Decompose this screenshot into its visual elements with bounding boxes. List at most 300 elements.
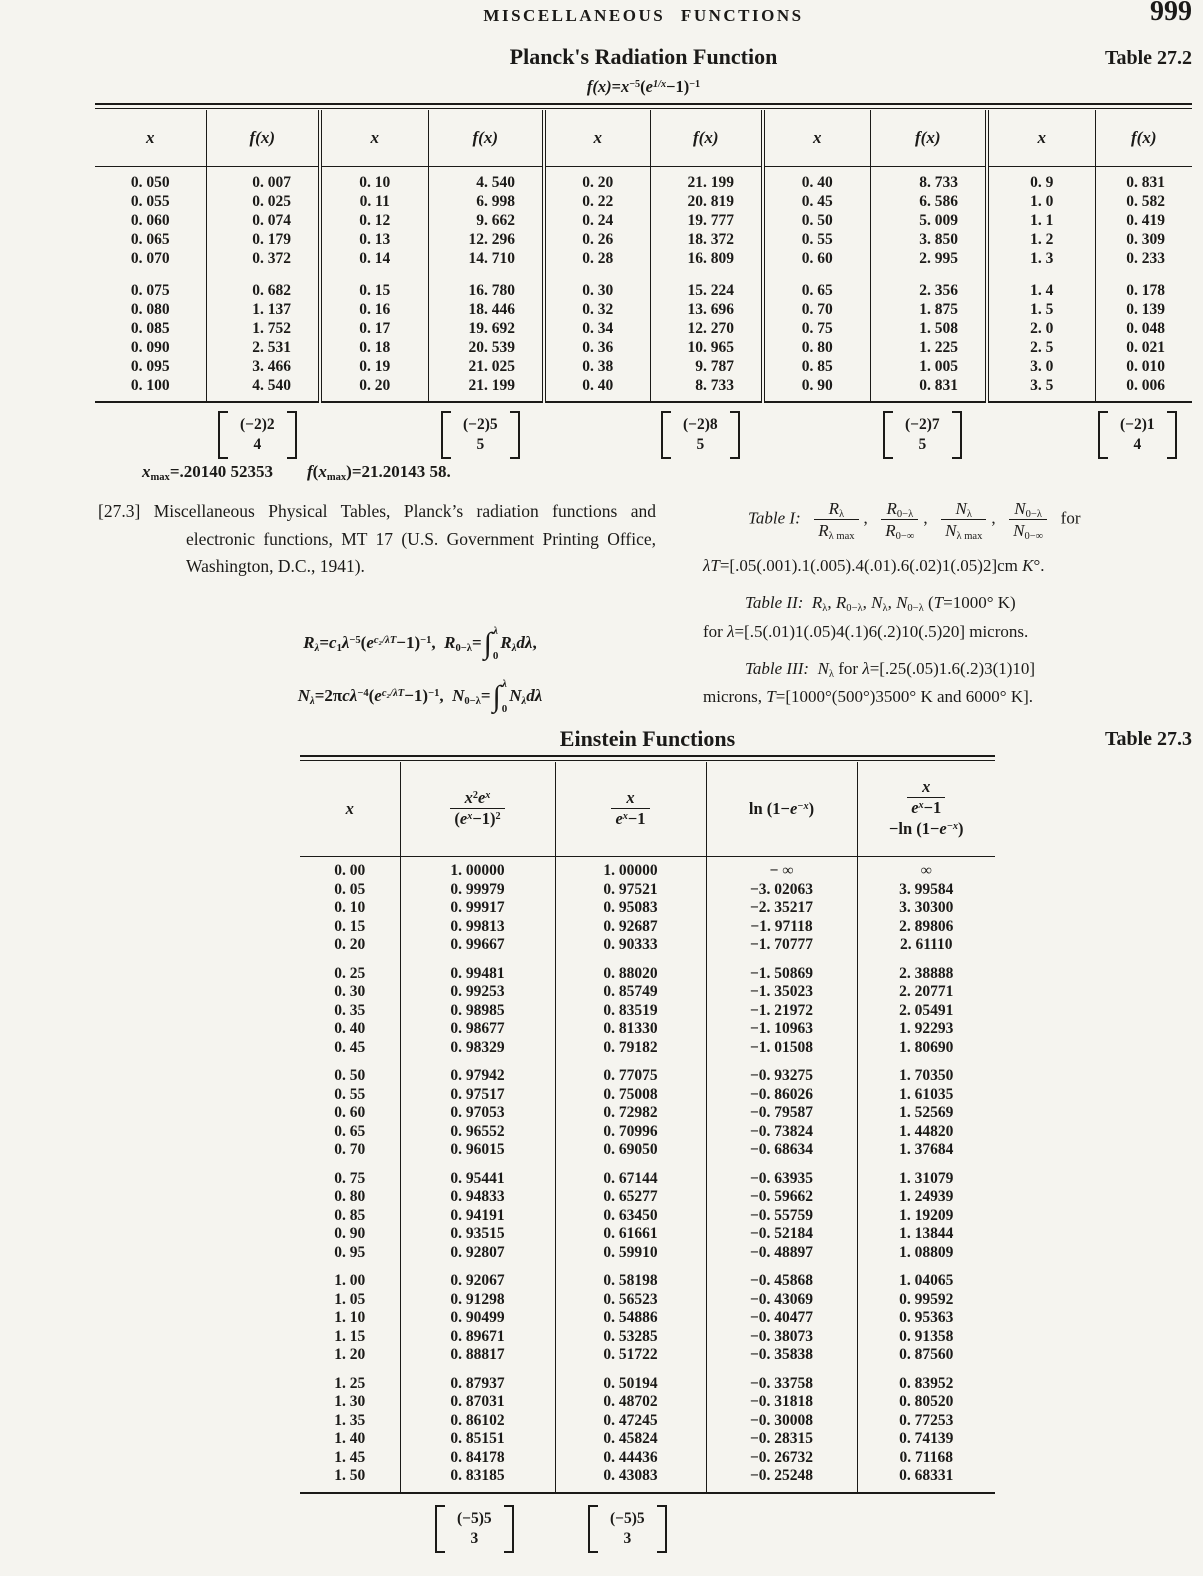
spacer-cell bbox=[706, 955, 857, 965]
cell-x: 0. 10 bbox=[320, 167, 428, 193]
cell-value: −1. 21972 bbox=[706, 1002, 857, 1021]
error-estimate-bracket bbox=[1098, 411, 1177, 459]
cell-value: 0. 00 bbox=[300, 857, 400, 881]
einstein-table-top-rule bbox=[300, 755, 995, 761]
cell-value: −0. 93275 bbox=[706, 1067, 857, 1086]
planck-table-label: Table 27.2 bbox=[1104, 47, 1192, 69]
cell-value: −0. 73824 bbox=[706, 1123, 857, 1142]
cell-value: 0. 79182 bbox=[555, 1039, 706, 1058]
page-number: 999 bbox=[1150, 0, 1192, 27]
cell-value: 0. 87560 bbox=[899, 1346, 954, 1363]
cell-value: −0. 43069 bbox=[706, 1291, 857, 1310]
cell-value: 0. 91298 bbox=[400, 1291, 555, 1310]
cell-fx: 10. 965 bbox=[650, 338, 763, 357]
cell-fx: 0. 006 bbox=[1126, 377, 1165, 394]
error-digits: 5 bbox=[918, 436, 927, 454]
cell-value: 0. 72982 bbox=[555, 1104, 706, 1123]
cell-value: 0. 75 bbox=[300, 1170, 400, 1189]
planck-table-row bbox=[95, 319, 1192, 338]
cell-x: 0. 100 bbox=[95, 376, 206, 402]
cell-value: −1. 35023 bbox=[706, 983, 857, 1002]
cell-fx: 20. 539 bbox=[428, 338, 544, 357]
cell-value: 0. 85151 bbox=[400, 1430, 555, 1449]
cell-value: 0. 68331 bbox=[899, 1467, 954, 1484]
cell-value: 1. 04065 bbox=[899, 1272, 954, 1289]
cell-x: 0. 32 bbox=[544, 300, 650, 319]
cell-value: −0. 38073 bbox=[706, 1328, 857, 1347]
cell-value: 0. 90333 bbox=[555, 936, 706, 955]
column-header-fx: f(x) bbox=[428, 110, 544, 167]
cell-value: 0. 88817 bbox=[400, 1346, 555, 1365]
planck-table-row bbox=[95, 167, 1192, 193]
spacer-cell bbox=[857, 955, 995, 965]
cell-value: −0. 30008 bbox=[706, 1412, 857, 1431]
cell-x: 0. 9 bbox=[987, 167, 1095, 193]
cell-fx: 19. 777 bbox=[650, 211, 763, 230]
einstein-table-row bbox=[300, 1002, 995, 1021]
cell-fx: 15. 224 bbox=[650, 281, 763, 300]
cell-value: 0. 55 bbox=[300, 1086, 400, 1105]
cell-fx: 16. 780 bbox=[428, 281, 544, 300]
column-header-x: x bbox=[95, 110, 206, 167]
einstein-table-row bbox=[300, 1412, 995, 1431]
cell-value: −0. 33758 bbox=[706, 1375, 857, 1394]
spacer-cell bbox=[95, 268, 206, 281]
column-header-combined: $\frac{x}{e^x-1}$ −ln $(1-e^{-x})$ bbox=[857, 762, 995, 857]
column-header-fx: f(x) bbox=[650, 110, 763, 167]
cell-value: 1. 00000 bbox=[400, 857, 555, 881]
cell-value: 0. 83952 bbox=[899, 1374, 954, 1392]
cell-x: 0. 075 bbox=[95, 281, 206, 300]
note-table-2-line-1: Table II: $R_\lambda$, $R_{0-\lambda}$, $N_\lambda$, $N_{0-\lambda}$ (T=1000° K) bbox=[745, 593, 1016, 615]
cell-value: −0. 59662 bbox=[706, 1188, 857, 1207]
group-spacer-row bbox=[300, 1365, 995, 1375]
note-table-3-line-1: Table III: $N_\lambda$ for λ=[.25(.05)1.6(.2)3(1)10] bbox=[745, 659, 1036, 681]
einstein-table-row bbox=[300, 1170, 995, 1189]
cell-x: 0. 070 bbox=[95, 249, 206, 268]
cell-value: 0. 95 bbox=[300, 1244, 400, 1263]
group-spacer-row bbox=[300, 955, 995, 965]
column-header-x-over-ex-1: $\frac{x}{e^x-1}$ bbox=[555, 762, 706, 857]
einstein-table-row bbox=[300, 1141, 995, 1160]
cell-x: 0. 080 bbox=[95, 300, 206, 319]
cell-fx: 3. 466 bbox=[206, 357, 320, 376]
cell-value: 1. 25 bbox=[300, 1375, 400, 1394]
spacer-cell bbox=[400, 1262, 555, 1272]
cell-fx: 3. 850 bbox=[870, 230, 987, 249]
planck-table-top-rule bbox=[95, 103, 1192, 109]
cell-value: 1. 61035 bbox=[899, 1085, 954, 1103]
cell-value: 1. 10 bbox=[300, 1309, 400, 1328]
cell-value: 0. 85749 bbox=[555, 983, 706, 1002]
cell-value: 1. 30 bbox=[300, 1393, 400, 1412]
cell-x: 0. 65 bbox=[763, 281, 870, 300]
einstein-table-row bbox=[300, 1244, 995, 1263]
cell-value: 1. 45 bbox=[300, 1449, 400, 1468]
cell-value: 0. 99667 bbox=[400, 936, 555, 955]
cell-fx: 12. 270 bbox=[650, 319, 763, 338]
cell-fx: 0. 025 bbox=[206, 192, 320, 211]
cell-value: 1. 92293 bbox=[899, 1020, 954, 1037]
cell-value: −0. 79587 bbox=[706, 1104, 857, 1123]
cell-x: 1. 3 bbox=[987, 249, 1095, 268]
right-bracket bbox=[657, 1505, 667, 1553]
cell-value: 0. 97053 bbox=[400, 1104, 555, 1123]
cell-value: 0. 35 bbox=[300, 1002, 400, 1021]
cell-value: −3. 02063 bbox=[706, 881, 857, 900]
cell-x: 0. 50 bbox=[763, 211, 870, 230]
cell-value: 0. 95083 bbox=[555, 899, 706, 918]
column-header-x: x bbox=[320, 110, 428, 167]
spacer-cell bbox=[300, 1365, 400, 1375]
cell-x: 0. 45 bbox=[763, 192, 870, 211]
cell-value: 0. 63450 bbox=[555, 1207, 706, 1226]
left-bracket bbox=[435, 1505, 445, 1553]
planck-table-row bbox=[95, 249, 1192, 268]
cell-value: 1. 80690 bbox=[899, 1038, 954, 1056]
planck-table-row bbox=[95, 211, 1192, 230]
cell-fx: 0. 178 bbox=[1126, 282, 1165, 299]
cell-value: 0. 61661 bbox=[555, 1225, 706, 1244]
cell-x: 0. 090 bbox=[95, 338, 206, 357]
spacer-cell bbox=[555, 1365, 706, 1375]
cell-value: 0. 59910 bbox=[555, 1244, 706, 1263]
cell-fx: 0. 139 bbox=[1126, 301, 1165, 318]
cell-x: 0. 60 bbox=[763, 249, 870, 268]
cell-value: 0. 98985 bbox=[400, 1002, 555, 1021]
cell-x: 0. 19 bbox=[320, 357, 428, 376]
cell-fx: 1. 225 bbox=[870, 338, 987, 357]
cell-value: 0. 94191 bbox=[400, 1207, 555, 1226]
radiation-formula-N: $N_\lambda=2\pi c\lambda^{-4}(e^{c_2/\lambda T}-1)^{-1}$, $N_{0-\lambda}=$ ∫ λ 0 $N_\lambda d\lambda$ bbox=[297, 678, 543, 715]
cell-x: 0. 065 bbox=[95, 230, 206, 249]
cell-x: 0. 28 bbox=[544, 249, 650, 268]
spacer-cell bbox=[857, 1057, 995, 1067]
error-digits: 4 bbox=[1133, 436, 1142, 454]
cell-x: 0. 90 bbox=[763, 376, 870, 402]
cell-x: 0. 75 bbox=[763, 319, 870, 338]
cell-value: 0. 65 bbox=[300, 1123, 400, 1142]
spacer-cell bbox=[857, 1365, 995, 1375]
cell-fx: 16. 809 bbox=[650, 249, 763, 268]
spacer-cell bbox=[206, 268, 320, 281]
cell-value: 0. 91358 bbox=[899, 1327, 954, 1345]
einstein-table-row bbox=[300, 1225, 995, 1244]
einstein-table-row bbox=[300, 1067, 995, 1086]
cell-value: 0. 84178 bbox=[400, 1449, 555, 1468]
cell-fx: 0. 831 bbox=[1126, 174, 1165, 191]
planck-header-row bbox=[95, 110, 1192, 167]
cell-value: 0. 70 bbox=[300, 1141, 400, 1160]
right-bracket bbox=[952, 411, 962, 459]
error-magnitude: (−5)5 bbox=[457, 1510, 492, 1527]
cell-value: −1. 50869 bbox=[706, 965, 857, 984]
cell-fx: 4. 540 bbox=[206, 376, 320, 402]
cell-value: 0. 48702 bbox=[555, 1393, 706, 1412]
cell-value: 0. 92807 bbox=[400, 1244, 555, 1263]
cell-fx: 2. 531 bbox=[206, 338, 320, 357]
error-magnitude: (−2)2 bbox=[240, 416, 275, 433]
cell-value: 0. 92687 bbox=[555, 918, 706, 937]
cell-x: 0. 85 bbox=[763, 357, 870, 376]
cell-value: 0. 50 bbox=[300, 1067, 400, 1086]
cell-x: 3. 0 bbox=[987, 357, 1095, 376]
einstein-table-row bbox=[300, 1272, 995, 1291]
cell-x: 0. 34 bbox=[544, 319, 650, 338]
cell-value: 0. 71168 bbox=[899, 1448, 953, 1466]
cell-value: 0. 70996 bbox=[555, 1123, 706, 1142]
cell-value: 0. 99917 bbox=[400, 899, 555, 918]
cell-x: 0. 22 bbox=[544, 192, 650, 211]
cell-value: 0. 77075 bbox=[555, 1067, 706, 1086]
cell-value: 0. 15 bbox=[300, 918, 400, 937]
cell-x: 2. 5 bbox=[987, 338, 1095, 357]
spacer-cell bbox=[300, 1262, 400, 1272]
cell-value: −0. 86026 bbox=[706, 1086, 857, 1105]
cell-x: 0. 40 bbox=[544, 376, 650, 402]
column-header-x: x bbox=[987, 110, 1095, 167]
cell-fx: 0. 682 bbox=[206, 281, 320, 300]
spacer-cell bbox=[706, 1262, 857, 1272]
cell-x: 1. 4 bbox=[987, 281, 1095, 300]
einstein-table-row bbox=[300, 1309, 995, 1328]
cell-fx: 8. 733 bbox=[650, 376, 763, 402]
group-spacer-row bbox=[95, 268, 1192, 281]
einstein-table-row bbox=[300, 1207, 995, 1226]
cell-fx: 0. 372 bbox=[206, 249, 320, 268]
cell-value: 0. 77253 bbox=[899, 1411, 954, 1429]
cell-x: 0. 085 bbox=[95, 319, 206, 338]
left-bracket bbox=[588, 1505, 598, 1553]
cell-value: 0. 50194 bbox=[555, 1375, 706, 1394]
cell-value: 0. 87937 bbox=[400, 1375, 555, 1394]
planck-table-row bbox=[95, 230, 1192, 249]
column-header-ln: $\ln (1-e^{-x})$ bbox=[706, 762, 857, 857]
bibliographic-reference: [27.3] Miscellaneous Physical Tables, Planck’s radiation functions and electronic functions, MT 17 (U.S. Government Printing Office, Washington, D.C., 1941). bbox=[98, 501, 656, 576]
cell-fx: 0. 048 bbox=[1126, 320, 1165, 337]
right-bracket bbox=[1167, 411, 1177, 459]
einstein-table-row bbox=[300, 1039, 995, 1058]
error-magnitude: (−2)8 bbox=[683, 416, 718, 433]
cell-x: 0. 20 bbox=[320, 376, 428, 402]
error-digits: 5 bbox=[696, 436, 705, 454]
cell-value: −0. 25248 bbox=[706, 1467, 857, 1493]
einstein-table-row bbox=[300, 1467, 995, 1493]
cell-value: 0. 83185 bbox=[400, 1467, 555, 1493]
cell-x: 0. 80 bbox=[763, 338, 870, 357]
cell-value: 0. 30 bbox=[300, 983, 400, 1002]
einstein-table-row bbox=[300, 1328, 995, 1347]
cell-value: 0. 05 bbox=[300, 881, 400, 900]
einstein-table-row bbox=[300, 1430, 995, 1449]
planck-table-row bbox=[95, 338, 1192, 357]
spacer-cell bbox=[320, 268, 428, 281]
cell-value: 1. 37684 bbox=[899, 1141, 954, 1158]
cell-value: 1. 00 bbox=[300, 1272, 400, 1291]
einstein-table-row bbox=[300, 1020, 995, 1039]
einstein-table-row bbox=[300, 881, 995, 900]
planck-table-row bbox=[95, 281, 1192, 300]
cell-fx: 14. 710 bbox=[428, 249, 544, 268]
error-estimate-bracket bbox=[883, 411, 962, 459]
cell-fx: 20. 819 bbox=[650, 192, 763, 211]
left-bracket bbox=[441, 411, 451, 459]
cell-x: 0. 16 bbox=[320, 300, 428, 319]
right-bracket bbox=[730, 411, 740, 459]
spacer-cell bbox=[706, 1365, 857, 1375]
xmax-value-line: $x_{max}=.20140$ 52353 $f(x_{max})=21.20143$ 58. bbox=[142, 462, 451, 484]
cell-value: 1. 35 bbox=[300, 1412, 400, 1431]
cell-value: 1. 31079 bbox=[899, 1169, 954, 1187]
cell-fx: 0. 074 bbox=[206, 211, 320, 230]
cell-x: 0. 11 bbox=[320, 192, 428, 211]
cell-value: 3. 99584 bbox=[899, 880, 954, 898]
cell-x: 0. 55 bbox=[763, 230, 870, 249]
spacer-cell bbox=[870, 268, 987, 281]
right-bracket bbox=[504, 1505, 514, 1553]
error-estimate-bracket bbox=[588, 1505, 667, 1553]
cell-fx: 0. 233 bbox=[1126, 250, 1165, 267]
einstein-table-row bbox=[300, 983, 995, 1002]
spacer-cell bbox=[544, 268, 650, 281]
cell-fx: 2. 995 bbox=[870, 249, 987, 268]
cell-value: 0. 97517 bbox=[400, 1086, 555, 1105]
cell-value: 0. 88020 bbox=[555, 965, 706, 984]
cell-value: 0. 97521 bbox=[555, 881, 706, 900]
error-magnitude: (−2)5 bbox=[463, 416, 498, 433]
cell-value: −0. 28315 bbox=[706, 1430, 857, 1449]
einstein-table-row bbox=[300, 965, 995, 984]
spacer-cell bbox=[400, 955, 555, 965]
cell-value: 2. 05491 bbox=[899, 1001, 954, 1019]
cell-value: 0. 74139 bbox=[899, 1430, 954, 1447]
column-header-fx: f(x) bbox=[206, 110, 320, 167]
cell-x: 0. 050 bbox=[95, 167, 206, 193]
cell-x: 0. 060 bbox=[95, 211, 206, 230]
cell-value: 0. 89671 bbox=[400, 1328, 555, 1347]
cell-fx: 0. 831 bbox=[870, 376, 987, 402]
cell-value: −1. 01508 bbox=[706, 1039, 857, 1058]
column-header-fx: f(x) bbox=[1095, 110, 1192, 167]
cell-x: 0. 38 bbox=[544, 357, 650, 376]
cell-value: 2. 61110 bbox=[899, 936, 953, 953]
cell-value: 0. 81330 bbox=[555, 1020, 706, 1039]
error-magnitude: (−5)5 bbox=[610, 1510, 645, 1527]
cell-value: 1. 08809 bbox=[899, 1243, 954, 1261]
cell-value: 0. 65277 bbox=[555, 1188, 706, 1207]
left-bracket bbox=[218, 411, 228, 459]
cell-fx: 1. 875 bbox=[870, 300, 987, 319]
cell-value: 0. 58198 bbox=[555, 1272, 706, 1291]
planck-section-title: Planck's Radiation Function bbox=[509, 44, 778, 69]
cell-x: 0. 26 bbox=[544, 230, 650, 249]
einstein-table-row bbox=[300, 936, 995, 955]
einstein-table-label: Table 27.3 bbox=[1104, 728, 1192, 750]
cell-value: −1. 10963 bbox=[706, 1020, 857, 1039]
cell-value: 0. 43083 bbox=[555, 1467, 706, 1493]
cell-fx: 0. 179 bbox=[206, 230, 320, 249]
cell-fx: 9. 787 bbox=[650, 357, 763, 376]
cell-fx: 0. 419 bbox=[1126, 212, 1165, 229]
cell-value: 0. 67144 bbox=[555, 1170, 706, 1189]
cell-value: 1. 05 bbox=[300, 1291, 400, 1310]
cell-fx: 9. 662 bbox=[428, 211, 544, 230]
error-magnitude: (−2)7 bbox=[905, 416, 940, 433]
cell-value: − ∞ bbox=[706, 857, 857, 881]
cell-fx: 8. 733 bbox=[870, 167, 987, 193]
cell-value: 0. 90 bbox=[300, 1225, 400, 1244]
cell-value: 0. 47245 bbox=[555, 1412, 706, 1431]
einstein-table-row bbox=[300, 857, 995, 881]
cell-fx: 21. 025 bbox=[428, 357, 544, 376]
cell-value: 0. 83519 bbox=[555, 1002, 706, 1021]
cell-value: 0. 80 bbox=[300, 1188, 400, 1207]
cell-value: 0. 98329 bbox=[400, 1039, 555, 1058]
cell-value: −0. 52184 bbox=[706, 1225, 857, 1244]
cell-x: 1. 2 bbox=[987, 230, 1095, 249]
cell-value: 0. 94833 bbox=[400, 1188, 555, 1207]
einstein-table-row bbox=[300, 1086, 995, 1105]
cell-fx: 19. 692 bbox=[428, 319, 544, 338]
spacer-cell bbox=[300, 1160, 400, 1170]
einstein-table-row bbox=[300, 1104, 995, 1123]
cell-x: 0. 20 bbox=[544, 167, 650, 193]
einstein-table-row bbox=[300, 1291, 995, 1310]
cell-fx: 0. 582 bbox=[1126, 193, 1165, 210]
spacer-cell bbox=[987, 268, 1095, 281]
einstein-functions-table bbox=[300, 762, 995, 1494]
cell-x: 0. 14 bbox=[320, 249, 428, 268]
spacer-cell bbox=[650, 268, 763, 281]
note-table-1-line-1: Table I: $\frac{R_\lambda}{R_{\lambda max}}$ , $\frac{R_{0-\lambda}}{R_{0-\infty}}$ , $\frac{N_\lambda}{N_{\lambda max}}$ , $\frac{N_{0-\lambda}}{N_{0-\infty}}$ for bbox=[748, 499, 1081, 542]
cell-value: 0. 86102 bbox=[400, 1412, 555, 1431]
cell-fx: 0. 309 bbox=[1126, 231, 1165, 248]
cell-value: 2. 38888 bbox=[899, 964, 954, 982]
planck-table-row bbox=[95, 300, 1192, 319]
cell-fx: 21. 199 bbox=[428, 376, 544, 402]
right-bracket bbox=[287, 411, 297, 459]
cell-fx: 0. 007 bbox=[206, 167, 320, 193]
spacer-cell bbox=[400, 1057, 555, 1067]
spacer-cell bbox=[1095, 268, 1192, 281]
error-estimate-bracket bbox=[218, 411, 297, 459]
cell-value: 1. 15 bbox=[300, 1328, 400, 1347]
cell-value: 0. 51722 bbox=[555, 1346, 706, 1365]
cell-value: 0. 99813 bbox=[400, 918, 555, 937]
cell-value: 0. 60 bbox=[300, 1104, 400, 1123]
cell-fx: 1. 005 bbox=[870, 357, 987, 376]
cell-x: 3. 5 bbox=[987, 376, 1095, 402]
cell-value: 0. 20 bbox=[300, 936, 400, 955]
cell-value: 0. 53285 bbox=[555, 1328, 706, 1347]
spacer-cell bbox=[555, 1160, 706, 1170]
cell-value: 1. 24939 bbox=[899, 1188, 954, 1205]
cell-value: 0. 97942 bbox=[400, 1067, 555, 1086]
spacer-cell bbox=[428, 268, 544, 281]
spacer-cell bbox=[706, 1160, 857, 1170]
note-table-2-line-2: for λ=[.5(.01)1(.05)4(.1)6(.2)10(.5)20] microns. bbox=[703, 622, 1029, 641]
column-header-x: x bbox=[544, 110, 650, 167]
cell-value: 0. 25 bbox=[300, 965, 400, 984]
cell-fx: 21. 199 bbox=[650, 167, 763, 193]
spacer-cell bbox=[763, 268, 870, 281]
cell-value: −0. 31818 bbox=[706, 1393, 857, 1412]
cell-fx: 1. 752 bbox=[206, 319, 320, 338]
spacer-cell bbox=[857, 1262, 995, 1272]
cell-fx: 18. 446 bbox=[428, 300, 544, 319]
error-estimate-bracket bbox=[661, 411, 740, 459]
error-digits: 5 bbox=[476, 436, 485, 454]
